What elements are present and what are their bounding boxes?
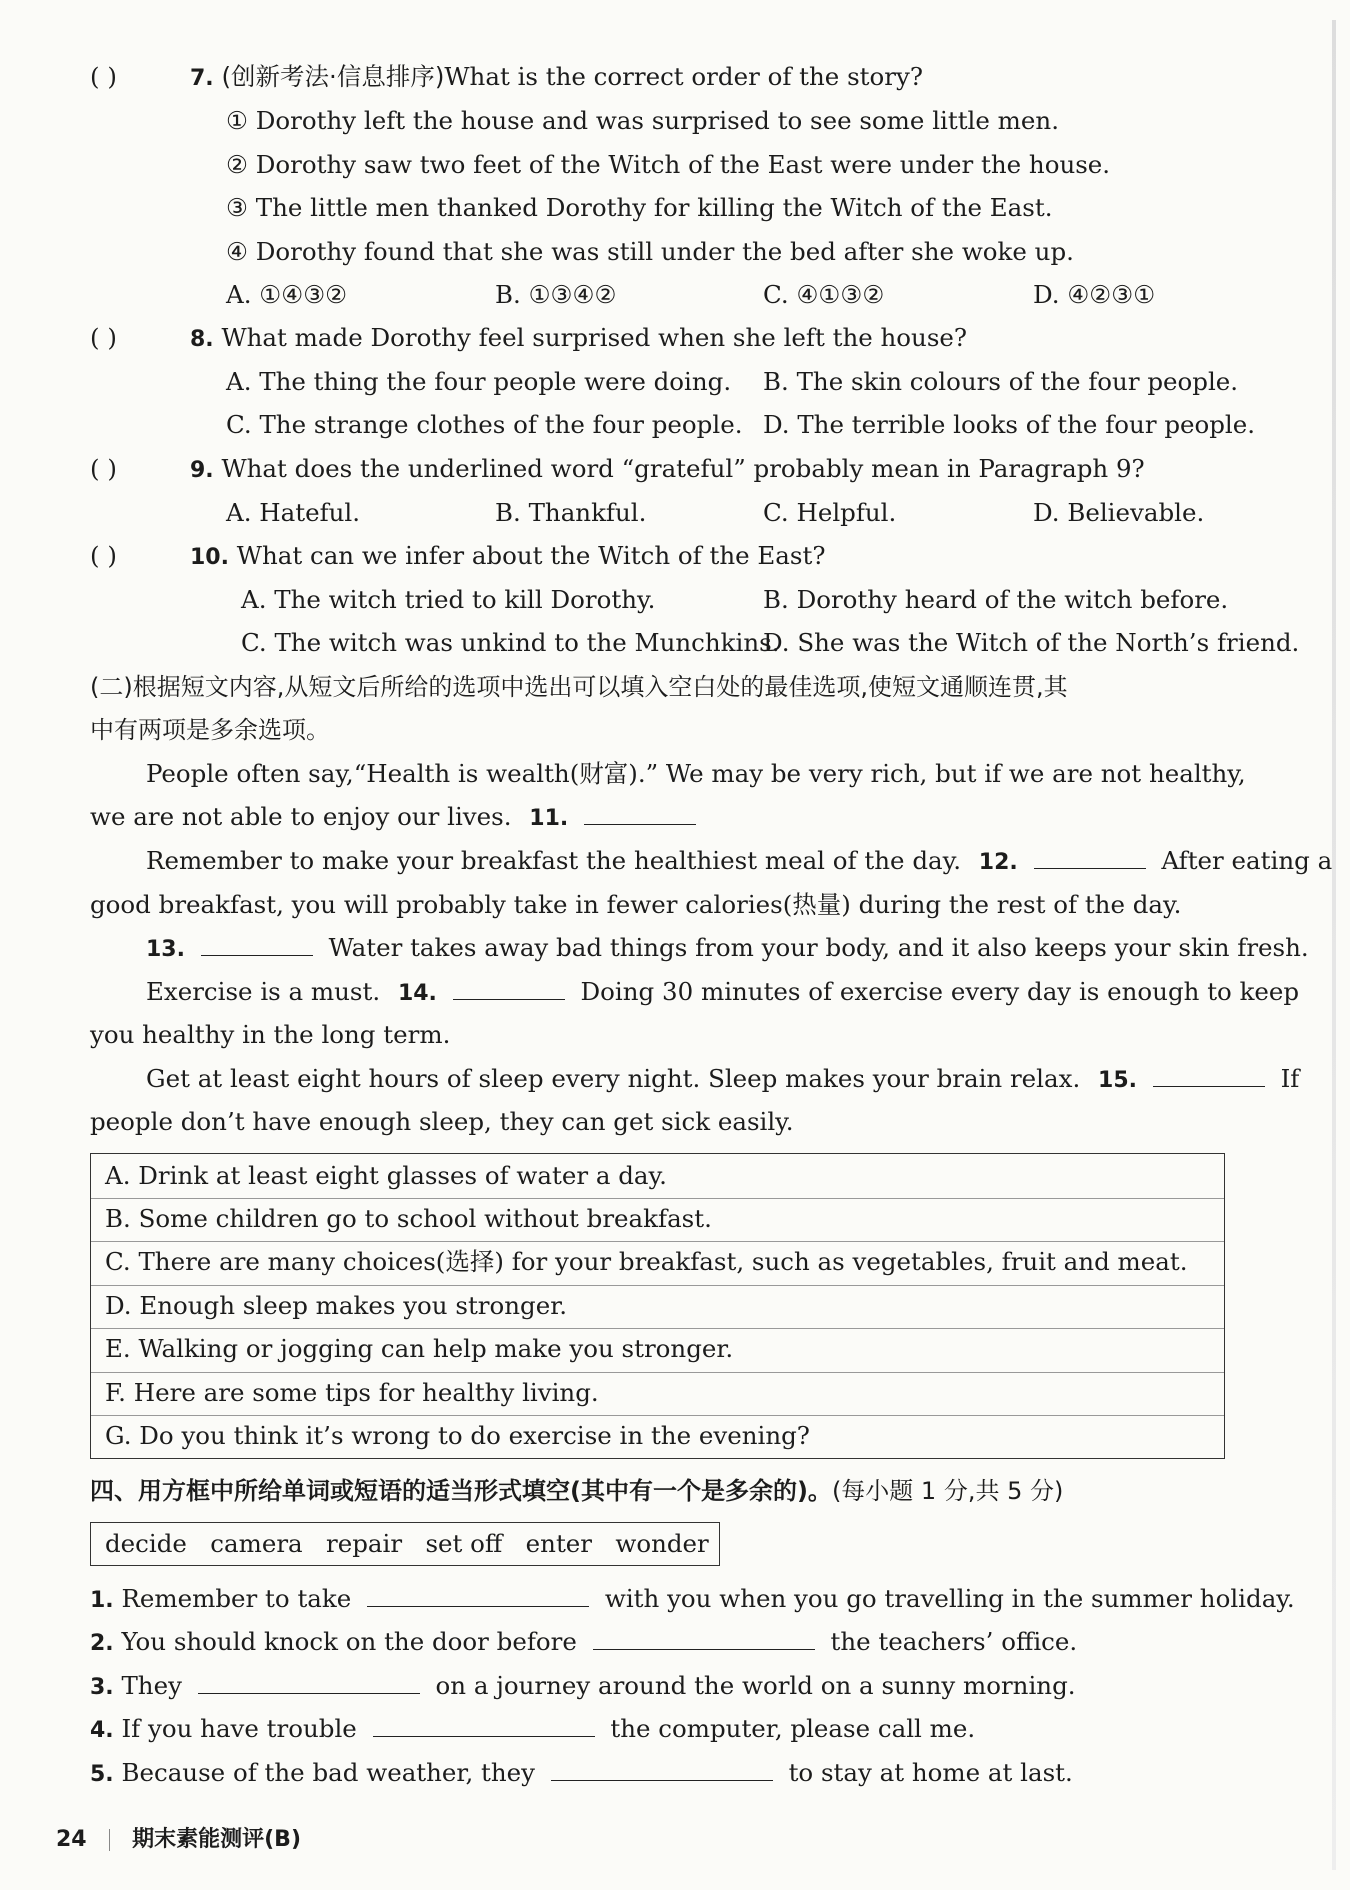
divider bbox=[91, 1415, 1224, 1416]
question-number: 9. bbox=[190, 458, 214, 483]
part-4-score: (每小题 1 分,共 5 分) bbox=[831, 1477, 1064, 1505]
item-number: 2. bbox=[90, 1631, 114, 1656]
part-2-instruction-line-2: 中有两项是多余选项。 bbox=[90, 716, 330, 744]
fill-item-4 bbox=[90, 1712, 975, 1748]
item-number: 3. bbox=[90, 1675, 114, 1700]
item-text: to stay at home at last. bbox=[788, 1758, 1073, 1787]
item-text: You should knock on the door before bbox=[121, 1627, 577, 1656]
passage-paragraph-1-line-2 bbox=[90, 800, 696, 836]
divider bbox=[91, 1285, 1224, 1286]
choice-e: E. Walking or jogging can help make you stronger. bbox=[105, 1334, 734, 1363]
option-8c[interactable]: C. The strange clothes of the four people. bbox=[226, 410, 743, 439]
item-text: on a journey around the world on a sunny morning. bbox=[435, 1671, 1076, 1700]
fill-blank-5[interactable] bbox=[551, 1760, 773, 1781]
blank-12[interactable] bbox=[1034, 848, 1146, 869]
question-9-stem bbox=[190, 452, 1145, 488]
passage-paragraph-2-line-2: good breakfast, you will probably take in fewer calories(热量) during the rest of the day. bbox=[90, 890, 1182, 919]
item-text: Because of the bad weather, they bbox=[121, 1758, 535, 1787]
statement-4: ④ Dorothy found that she was still under the bed after she woke up. bbox=[226, 237, 1074, 266]
choice-f: F. Here are some tips for healthy living. bbox=[105, 1378, 599, 1407]
passage-text: If bbox=[1280, 1064, 1300, 1093]
footer-divider bbox=[109, 1829, 111, 1851]
choice-b: B. Some children go to school without breakfast. bbox=[105, 1204, 712, 1233]
fill-blank-2[interactable] bbox=[593, 1629, 815, 1650]
blank-11[interactable] bbox=[584, 804, 696, 825]
fill-blank-3[interactable] bbox=[198, 1673, 420, 1694]
divider bbox=[91, 1241, 1224, 1242]
fill-item-1 bbox=[90, 1582, 1295, 1618]
choice-d: D. Enough sleep makes you stronger. bbox=[105, 1291, 568, 1320]
option-9a[interactable]: A. Hateful. bbox=[226, 498, 361, 527]
passage-paragraph-2-line-1 bbox=[146, 844, 1332, 880]
choice-a: A. Drink at least eight glasses of water a day. bbox=[105, 1161, 667, 1190]
item-text: the computer, please call me. bbox=[610, 1714, 976, 1743]
item-number: 5. bbox=[90, 1762, 114, 1787]
part-4-heading bbox=[90, 1474, 1063, 1508]
divider bbox=[91, 1328, 1224, 1329]
blank-number-13: 13. bbox=[146, 937, 185, 962]
passage-text: Water takes away bad things from your body, and it also keeps your skin fresh. bbox=[328, 933, 1309, 962]
question-tag: (创新考法·信息排序) bbox=[221, 62, 445, 91]
item-number: 4. bbox=[90, 1718, 114, 1743]
blank-number-15: 15. bbox=[1098, 1068, 1138, 1093]
passage-paragraph-5-line-2: people don’t have enough sleep, they can get sick easily. bbox=[90, 1107, 794, 1136]
blank-number-11: 11. bbox=[529, 806, 569, 831]
item-text: with you when you go travelling in the summer holiday. bbox=[604, 1584, 1295, 1613]
option-10a[interactable]: A. The witch tried to kill Dorothy. bbox=[241, 585, 656, 614]
item-number: 1. bbox=[90, 1588, 114, 1613]
page-edge-shadow bbox=[1332, 20, 1336, 1870]
question-8-stem bbox=[190, 321, 967, 357]
passage-paragraph-1-line-1: People often say,“Health is wealth(财富).” We may be very rich, but if we are not healthy, bbox=[146, 759, 1246, 788]
blank-15[interactable] bbox=[1153, 1066, 1265, 1087]
option-10d[interactable]: D. She was the Witch of the North’s friend. bbox=[763, 628, 1300, 657]
answer-bracket-10[interactable]: ( ) bbox=[90, 541, 117, 570]
question-text: What is the correct order of the story? bbox=[444, 62, 923, 91]
passage-paragraph-3 bbox=[146, 931, 1309, 967]
option-7b[interactable]: B. ①③④② bbox=[495, 280, 617, 309]
fill-blank-4[interactable] bbox=[373, 1716, 595, 1737]
question-number: 10. bbox=[190, 545, 229, 570]
fill-item-5 bbox=[90, 1756, 1073, 1792]
item-text: If you have trouble bbox=[121, 1714, 357, 1743]
choice-g: G. Do you think it’s wrong to do exercise in the evening? bbox=[105, 1421, 810, 1450]
option-7d[interactable]: D. ④②③① bbox=[1033, 280, 1156, 309]
question-text: What does the underlined word “grateful” probably mean in Paragraph 9? bbox=[221, 454, 1145, 483]
word-bank: decide camera repair set off enter wonder bbox=[105, 1529, 709, 1558]
word-bank-box bbox=[90, 1522, 720, 1566]
item-text: They bbox=[121, 1671, 182, 1700]
choices-box bbox=[90, 1153, 1225, 1459]
passage-paragraph-4-line-2: you healthy in the long term. bbox=[90, 1020, 451, 1049]
passage-paragraph-5-line-1 bbox=[146, 1062, 1299, 1098]
choice-c: C. There are many choices(选择) for your breakfast, such as vegetables, fruit and meat. bbox=[105, 1247, 1188, 1276]
page-footer bbox=[56, 1822, 301, 1853]
question-number: 7. bbox=[190, 66, 214, 91]
option-7a[interactable]: A. ①④③② bbox=[226, 280, 348, 309]
part-4-title: 四、用方框中所给单词或短语的适当形式填空(其中有一个是多余的)。 bbox=[90, 1477, 832, 1505]
page-number: 24 bbox=[56, 1827, 87, 1852]
question-10-stem bbox=[190, 539, 825, 575]
statement-2: ② Dorothy saw two feet of the Witch of the East were under the house. bbox=[226, 150, 1111, 179]
fill-item-2 bbox=[90, 1625, 1077, 1661]
answer-bracket-7[interactable]: ( ) bbox=[90, 62, 117, 91]
item-text: Remember to take bbox=[121, 1584, 352, 1613]
option-9d[interactable]: D. Believable. bbox=[1033, 498, 1205, 527]
option-7c[interactable]: C. ④①③② bbox=[763, 280, 885, 309]
passage-text: Remember to make your breakfast the healthiest meal of the day. bbox=[146, 846, 961, 875]
footer-title: 期末素能测评(B) bbox=[132, 1827, 302, 1852]
answer-bracket-8[interactable]: ( ) bbox=[90, 323, 117, 352]
item-text: the teachers’ office. bbox=[830, 1627, 1078, 1656]
option-9c[interactable]: C. Helpful. bbox=[763, 498, 897, 527]
question-text: What can we infer about the Witch of the East? bbox=[236, 541, 826, 570]
question-number: 8. bbox=[190, 327, 214, 352]
passage-text: Get at least eight hours of sleep every night. Sleep makes your brain relax. bbox=[146, 1064, 1081, 1093]
statement-3: ③ The little men thanked Dorothy for killing the Witch of the East. bbox=[226, 193, 1053, 222]
option-9b[interactable]: B. Thankful. bbox=[495, 498, 647, 527]
option-8b[interactable]: B. The skin colours of the four people. bbox=[763, 367, 1239, 396]
passage-text: we are not able to enjoy our lives. bbox=[90, 802, 512, 831]
divider bbox=[91, 1372, 1224, 1373]
blank-14[interactable] bbox=[453, 979, 565, 1000]
blank-number-14: 14. bbox=[397, 981, 437, 1006]
option-10c[interactable]: C. The witch was unkind to the Munchkins. bbox=[241, 628, 780, 657]
option-8a[interactable]: A. The thing the four people were doing. bbox=[226, 367, 732, 396]
answer-bracket-9[interactable]: ( ) bbox=[90, 454, 117, 483]
fill-item-3 bbox=[90, 1669, 1076, 1705]
passage-text: After eating a bbox=[1161, 846, 1333, 875]
blank-number-12: 12. bbox=[978, 850, 1018, 875]
passage-text: Exercise is a must. bbox=[146, 977, 381, 1006]
question-text: What made Dorothy feel surprised when she left the house? bbox=[221, 323, 968, 352]
option-10b[interactable]: B. Dorothy heard of the witch before. bbox=[763, 585, 1229, 614]
fill-blank-1[interactable] bbox=[367, 1586, 589, 1607]
divider bbox=[91, 1198, 1224, 1199]
question-7-stem bbox=[190, 60, 923, 96]
blank-13[interactable] bbox=[201, 935, 313, 956]
part-2-instruction-line-1: (二)根据短文内容,从短文后所给的选项中选出可以填入空白处的最佳选项,使短文通顺连贯,其 bbox=[90, 673, 1068, 701]
passage-paragraph-4-line-1 bbox=[146, 975, 1299, 1011]
option-8d[interactable]: D. The terrible looks of the four people. bbox=[763, 410, 1256, 439]
statement-1: ① Dorothy left the house and was surprised to see some little men. bbox=[226, 106, 1059, 135]
passage-text: Doing 30 minutes of exercise every day is enough to keep bbox=[580, 977, 1300, 1006]
